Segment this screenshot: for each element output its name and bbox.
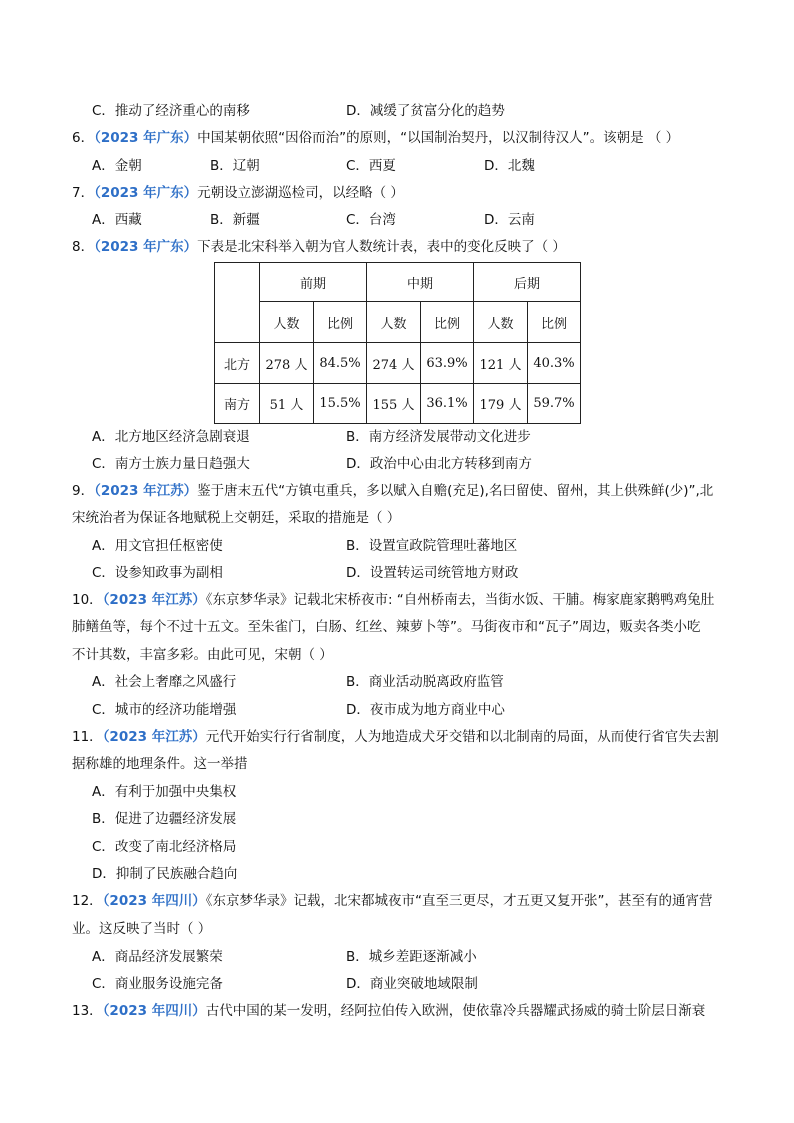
question-10 [72, 591, 714, 609]
q7-option-d: D．云南 [484, 212, 535, 228]
question-stem: 下表是北宋科举入朝为官人数统计表，表中的变化反映了（ ） [197, 239, 566, 255]
region-cell: 北方 [215, 343, 260, 384]
period-header: 后期 [474, 263, 581, 302]
question-8 [72, 238, 566, 256]
question-source: （2023 年广东） [94, 185, 198, 201]
q8-option-a: A．北方地区经济急剧衰退 [92, 429, 250, 445]
question-9-cont: 宋统治者为保证各地赋税上交朝廷，采取的措施是（ ） [72, 510, 401, 526]
question-number: 13． [72, 1003, 103, 1019]
table-cell: 179 人 [474, 384, 528, 424]
question-11-cont: 据称雄的地理条件。这一举措 [72, 756, 248, 772]
q7-option-c: C．台湾 [346, 212, 396, 228]
question-stem: 《东京梦华录》记载，北宋都城夜市“直至三更尽，才五更又复开张”，甚至有的通宵营 [205, 893, 713, 909]
question-11 [72, 728, 719, 746]
question-stem: 《东京梦华录》记载北宋桥夜市: “自州桥南去，当街水饭、干脯。梅家鹿家鹅鸭鸡兔肚 [205, 592, 715, 608]
table-corner [215, 263, 260, 343]
table-cell: 40.3% [528, 343, 581, 384]
question-source: （2023 年江苏） [102, 592, 206, 608]
table-cell: 51 人 [260, 384, 314, 424]
question-7 [72, 184, 404, 202]
question-stem: 中国某朝依照“因俗而治”的原则，“以国制治契丹，以汉制待汉人”。该朝是 （ ） [197, 130, 680, 146]
table-cell: 84.5% [314, 343, 367, 384]
q6-option-b: B．辽朝 [210, 158, 260, 174]
q6-option-d: D．北魏 [484, 158, 535, 174]
question-number: 6． [72, 130, 95, 146]
period-header: 中期 [367, 263, 474, 302]
q8-option-d: D．政治中心由北方转移到南方 [346, 456, 532, 472]
question-source: （2023 年广东） [94, 130, 198, 146]
table-row [215, 343, 581, 384]
q6-option-c: C．西夏 [346, 158, 396, 174]
question-10-cont: 不计其数，丰富多彩。由此可见，宋朝（ ） [72, 647, 333, 663]
table-cell: 63.9% [421, 343, 474, 384]
q10-option-d: D．夜市成为地方商业中心 [346, 702, 505, 718]
sub-header: 比例 [528, 302, 581, 343]
question-source: （2023 年四川） [102, 1003, 206, 1019]
q12-option-a: A．商品经济发展繁荣 [92, 949, 223, 965]
question-source: （2023 年四川） [102, 893, 206, 909]
q10-option-c: C．城市的经济功能增强 [92, 702, 237, 718]
q11-option-c: C．改变了南北经济格局 [92, 839, 237, 855]
q7-option-a: A．西藏 [92, 212, 142, 228]
table-cell: 278 人 [260, 343, 314, 384]
question-6 [72, 129, 679, 147]
table-cell: 59.7% [528, 384, 581, 424]
q7-option-b: B．新疆 [210, 212, 260, 228]
table-cell: 15.5% [314, 384, 367, 424]
q9-option-b: B．设置宣政院管理吐蕃地区 [346, 538, 518, 554]
question-number: 8． [72, 239, 95, 255]
q11-option-d: D．抑制了民族融合趋向 [92, 866, 238, 882]
question-number: 7． [72, 185, 95, 201]
question-source: （2023 年江苏） [94, 483, 198, 499]
question-stem: 古代中国的某一发明，经阿拉伯传入欧洲，使依靠冷兵器耀武扬威的骑士阶层日渐衰 [205, 1003, 706, 1019]
question-source: （2023 年广东） [94, 239, 198, 255]
question-10-cont: 肺鳝鱼等，每个不过十五文。至朱雀门，白肠、红丝、辣萝卜等”。马街夜市和“瓦子”周边，贩卖各类小吃 [72, 619, 701, 635]
q9-option-a: A．用文官担任枢密使 [92, 538, 223, 554]
q9-option-d: D．设置转运司统管地方财政 [346, 565, 519, 581]
question-12 [72, 892, 712, 910]
question-number: 12． [72, 893, 103, 909]
table-cell: 274 人 [367, 343, 421, 384]
q12-option-b: B．城乡差距逐渐减小 [346, 949, 477, 965]
table-cell: 155 人 [367, 384, 421, 424]
q10-option-b: B．商业活动脱离政府监管 [346, 674, 504, 690]
table-cell: 121 人 [474, 343, 528, 384]
sub-header: 比例 [421, 302, 474, 343]
q11-option-b: B．促进了边疆经济发展 [92, 811, 237, 827]
question-stem: 鉴于唐末五代“方镇屯重兵，多以赋入自赡(充足),名曰留使、留州，其上供殊鲜(少)”,北 [197, 483, 714, 499]
q8-option-c: C．南方士族力量日趋强大 [92, 456, 250, 472]
q5-option-c: C．推动了经济重心的南移 [92, 103, 250, 119]
q12-option-d: D．商业突破地域限制 [346, 976, 478, 992]
q11-option-a: A．有利于加强中央集权 [92, 784, 237, 800]
question-number: 10． [72, 592, 103, 608]
question-13 [72, 1002, 705, 1020]
question-stem: 元朝设立澎湖巡检司，以经略（ ） [197, 185, 404, 201]
q12-option-c: C．商业服务设施完备 [92, 976, 223, 992]
question-9 [72, 482, 713, 500]
question-12-cont: 业。这反映了当时（ ） [72, 921, 212, 937]
question-number: 11． [72, 729, 103, 745]
question-source: （2023 年江苏） [102, 729, 206, 745]
stats-table [214, 262, 581, 424]
sub-header: 人数 [474, 302, 528, 343]
table-row [215, 384, 581, 424]
q9-option-c: C．设参知政事为副相 [92, 565, 223, 581]
q8-option-b: B．南方经济发展带动文化进步 [346, 429, 531, 445]
table-cell: 36.1% [421, 384, 474, 424]
sub-header: 比例 [314, 302, 367, 343]
sub-header: 人数 [367, 302, 421, 343]
question-number: 9． [72, 483, 95, 499]
period-header: 前期 [260, 263, 367, 302]
question-stem: 元代开始实行行省制度，人为地造成犬牙交错和以北制南的局面，从而使行省官失去割 [205, 729, 719, 745]
region-cell: 南方 [215, 384, 260, 424]
sub-header: 人数 [260, 302, 314, 343]
q5-option-d: D．减缓了贫富分化的趋势 [346, 103, 505, 119]
q10-option-a: A．社会上奢靡之风盛行 [92, 674, 237, 690]
q6-option-a: A．金朝 [92, 158, 142, 174]
